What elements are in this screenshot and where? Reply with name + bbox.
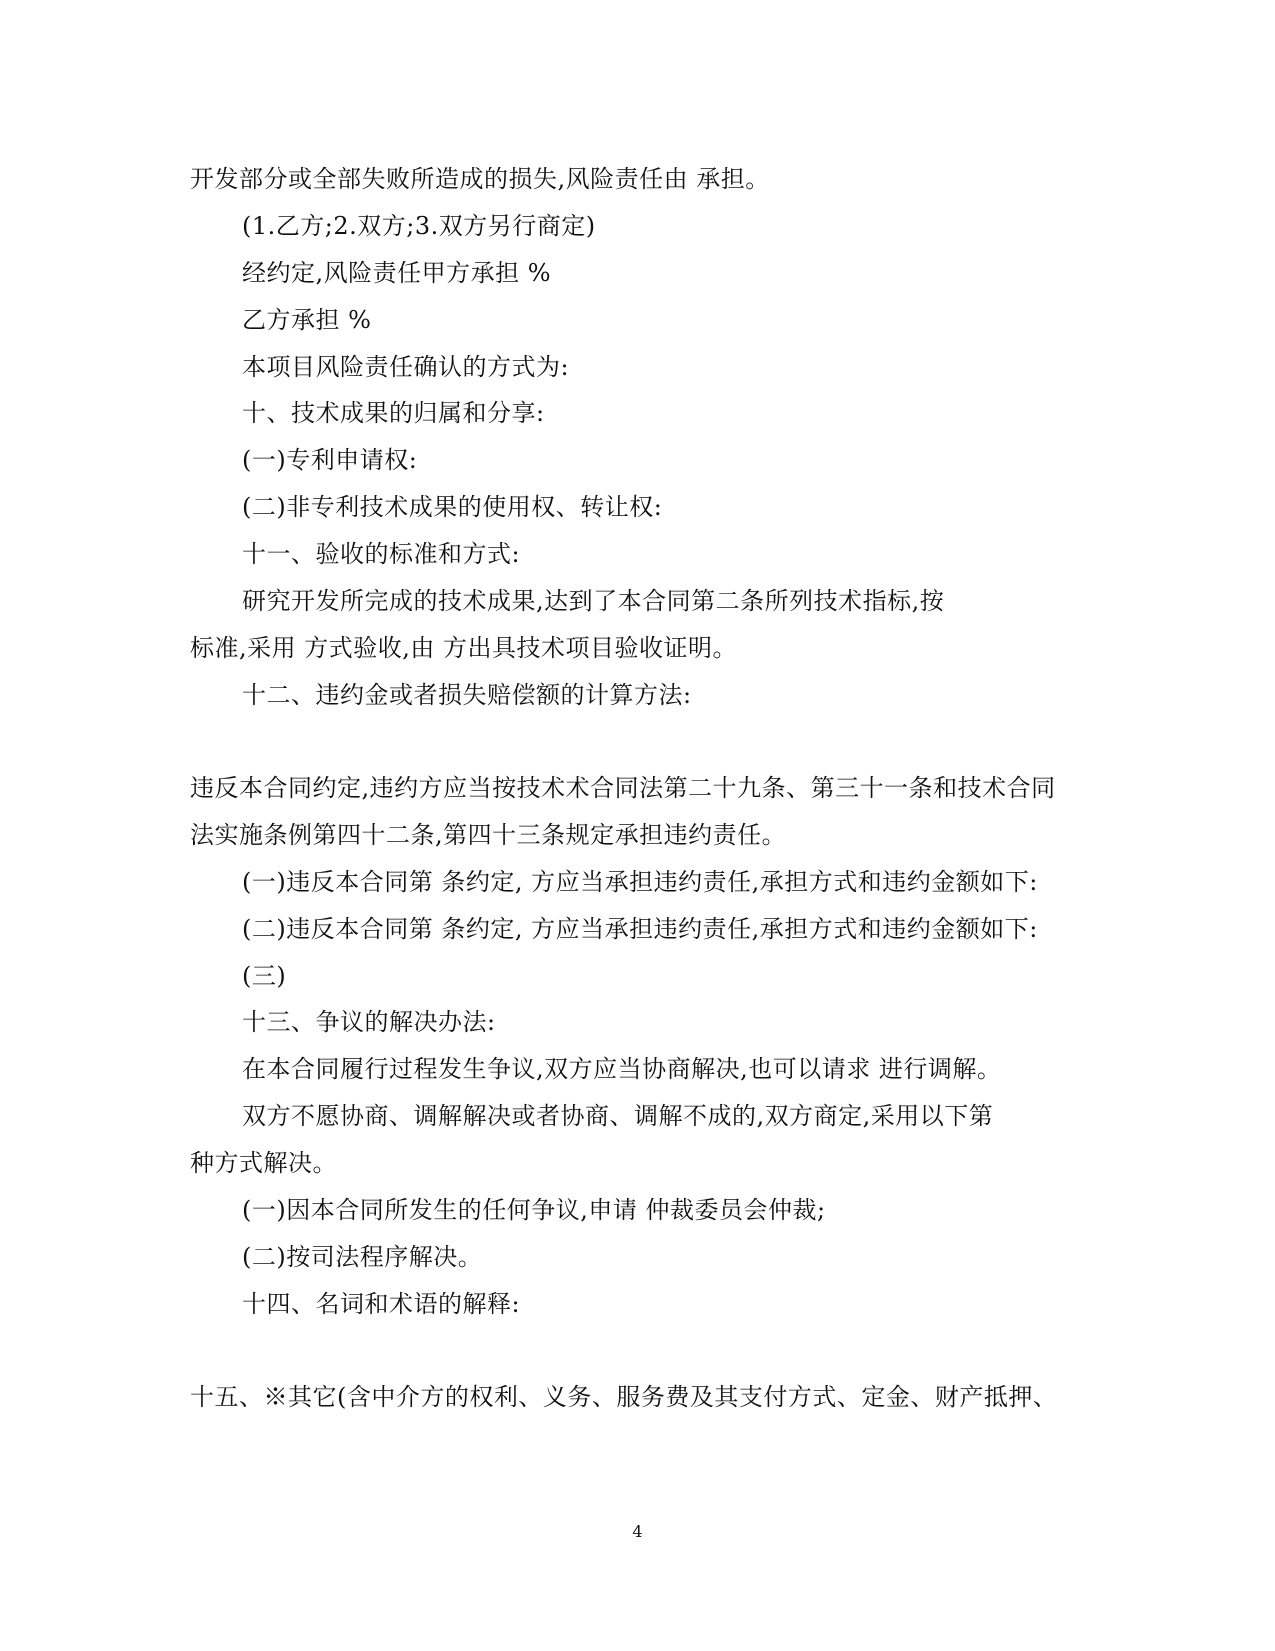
text-line: 在本合同履行过程发生争议,双方应当协商解决,也可以请求 进行调解。: [242, 1055, 1002, 1083]
text-line: (三): [242, 962, 287, 990]
text-line: 违反本合同约定,违约方应当按技术术合同法第二十九条、第三十一条和技术合同: [190, 774, 1056, 802]
text-line: 研究开发所完成的技术成果,达到了本合同第二条所列技术指标,按: [242, 587, 945, 615]
text-line: (二)按司法程序解决。: [242, 1243, 483, 1271]
text-line: 本项目风险责任确认的方式为:: [242, 353, 570, 381]
text-line: (二)违反本合同第 条约定, 方应当承担违约责任,承担方式和违约金额如下:: [242, 915, 1038, 943]
section-heading: 十五、※其它(含中介方的权利、义务、服务费及其支付方式、定金、财产抵押、: [190, 1383, 1058, 1411]
text-line: 种方式解决。: [190, 1149, 337, 1177]
text-line: 经约定,风险责任甲方承担 %: [242, 259, 552, 287]
section-heading: 十一、验收的标准和方式:: [242, 540, 521, 568]
section-heading: 十、技术成果的归属和分享:: [242, 399, 545, 427]
text-line: (一)违反本合同第 条约定, 方应当承担违约责任,承担方式和违约金额如下:: [242, 868, 1038, 896]
text-line: 双方不愿协商、调解解决或者协商、调解不成的,双方商定,采用以下第: [242, 1102, 994, 1130]
text-line: (1.乙方;2.双方;3.双方另行商定): [242, 212, 596, 240]
text-line: 法实施条例第四十二条,第四十三条规定承担违约责任。: [190, 821, 787, 849]
section-heading: 十二、违约金或者损失赔偿额的计算方法:: [242, 681, 692, 709]
text-line: 乙方承担 %: [242, 306, 372, 334]
text-line: 开发部分或全部失败所造成的损失,风险责任由 承担。: [190, 165, 770, 193]
section-heading: 十三、争议的解决办法:: [242, 1008, 496, 1036]
text-line: 标准,采用 方式验收,由 方出具技术项目验收证明。: [190, 634, 738, 662]
text-line: (二)非专利技术成果的使用权、转让权:: [242, 493, 663, 521]
page-number: 4: [632, 1522, 643, 1541]
text-line: (一)因本合同所发生的任何争议,申请 仲裁委员会仲裁;: [242, 1196, 826, 1224]
text-line: (一)专利申请权:: [242, 446, 418, 474]
section-heading: 十四、名词和术语的解释:: [242, 1290, 521, 1318]
